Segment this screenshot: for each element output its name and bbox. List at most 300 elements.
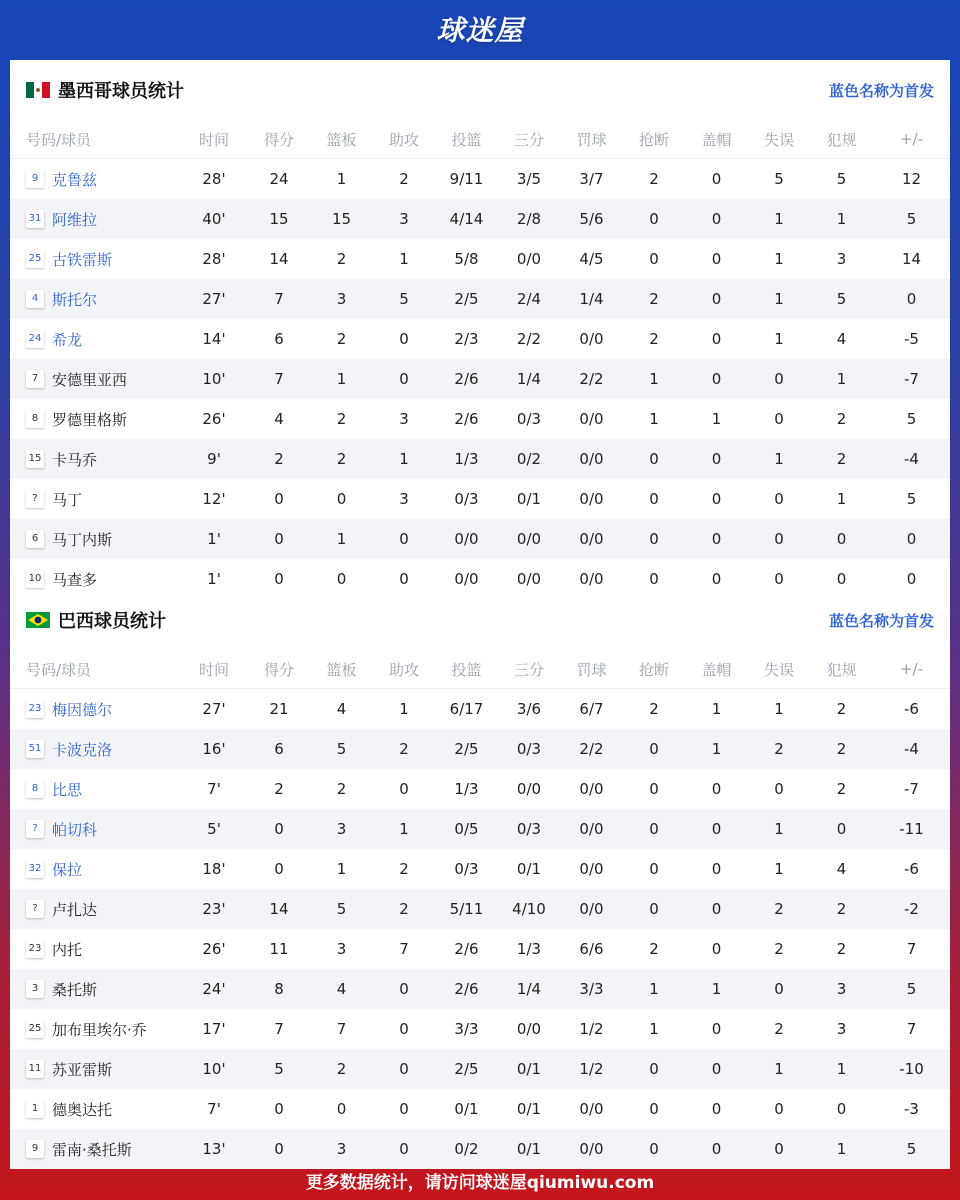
stat-cell: 3: [399, 490, 409, 508]
stat-cell: 15: [248, 199, 310, 239]
stats-card: [10, 60, 950, 1160]
stat-cell: 0: [373, 1129, 435, 1169]
stat-cell: 2: [836, 780, 847, 798]
player-cell: [10, 279, 180, 319]
stat-cell: 0/2: [435, 1129, 498, 1169]
jersey-number-badge: 23: [26, 940, 44, 958]
table-header-row: [10, 650, 950, 689]
stat-cell: 5: [873, 969, 950, 1009]
stat-cell: 14: [248, 889, 310, 929]
stat-cell: 0: [623, 729, 685, 769]
stat-cell: 0: [810, 809, 873, 849]
stat-cell: 0: [748, 1129, 810, 1169]
stat-cell: 17': [202, 1020, 226, 1038]
team-section-mexico: [10, 60, 950, 599]
player-name-link[interactable]: 阿维拉: [52, 210, 98, 229]
stat-cell: 0/0: [579, 570, 604, 588]
player-cell: [10, 769, 180, 809]
stat-cell: -7: [904, 780, 919, 798]
stat-cell: 16': [180, 729, 248, 769]
column-header: 时间: [180, 650, 248, 689]
stat-cell: 0: [685, 519, 748, 559]
stat-cell: 0: [873, 519, 950, 559]
stat-cell: 1': [180, 519, 248, 559]
player-cell: [10, 519, 180, 559]
stat-cell: 0: [711, 1100, 722, 1118]
jersey-number-badge: 25: [26, 250, 44, 268]
section-header: [10, 60, 950, 120]
player-name-link[interactable]: 德奥达托: [52, 1100, 113, 1119]
column-header: 助攻: [373, 120, 435, 159]
section-title: [26, 77, 184, 103]
player-cell: [10, 239, 180, 279]
stat-cell: 0/0: [516, 250, 542, 268]
player-name-link[interactable]: 马丁: [52, 490, 83, 509]
stat-cell: 0: [836, 570, 847, 588]
stat-cell: 7': [207, 780, 221, 798]
stat-cell: 2/2: [560, 729, 623, 769]
stat-cell: 2: [810, 889, 873, 929]
stat-cell: 2/6: [435, 969, 498, 1009]
stat-cell: 2/2: [516, 330, 542, 348]
stat-cell: 3: [836, 1020, 847, 1038]
player-cell: [10, 319, 180, 359]
player-name-link[interactable]: 梅因德尔: [52, 700, 113, 719]
player-cell: [10, 809, 180, 849]
stat-cell: 0: [649, 570, 659, 588]
stat-cell: 0: [649, 490, 659, 508]
stat-cell: 1: [685, 969, 748, 1009]
jersey-number-badge: ?: [26, 820, 44, 838]
stat-cell: 5: [906, 410, 917, 428]
stat-cell: 0: [685, 1129, 748, 1169]
stat-cell: 6: [248, 729, 310, 769]
stat-cell: 5: [310, 889, 373, 929]
table-row: [10, 689, 950, 730]
stat-cell: 1: [336, 170, 347, 188]
stat-cell: 0: [336, 570, 347, 588]
stat-cell: 3/3: [560, 969, 623, 1009]
stat-cell: 2: [748, 889, 810, 929]
table-row: [10, 479, 950, 519]
stat-cell: -11: [873, 809, 950, 849]
table-row: [10, 769, 950, 809]
player-name-link[interactable]: 安德里亚西: [52, 370, 128, 389]
jersey-number-badge: 32: [26, 860, 44, 878]
stat-cell: 1/4: [498, 969, 560, 1009]
stat-cell: 4: [310, 969, 373, 1009]
stat-cell: 0: [774, 570, 784, 588]
stat-cell: 0: [774, 490, 784, 508]
stat-cell: 1: [774, 700, 784, 718]
stat-cell: 14: [269, 250, 289, 268]
stat-cell: 1: [711, 410, 722, 428]
stat-cell: 28': [202, 170, 226, 188]
table-row: [10, 359, 950, 399]
jersey-number-badge: 1: [26, 1100, 44, 1118]
stat-cell: 0: [810, 519, 873, 559]
jersey-number-badge: 7: [26, 370, 44, 388]
stat-cell: 0: [685, 809, 748, 849]
column-header: 得分: [248, 650, 310, 689]
stat-cell: -4: [873, 439, 950, 479]
column-header: +/-: [873, 650, 950, 689]
player-cell: [10, 199, 180, 239]
stat-cell: 2: [248, 439, 310, 479]
stat-cell: 0/0: [516, 570, 542, 588]
stat-cell: 0: [711, 780, 722, 798]
stat-cell: 6/6: [579, 940, 604, 958]
stat-cell: 2/5: [435, 279, 498, 319]
jersey-number-badge: 24: [26, 330, 44, 348]
stat-cell: 4/5: [579, 250, 604, 268]
stat-cell: 0: [336, 490, 347, 508]
stat-cell: 14: [901, 250, 922, 268]
stat-cell: 0: [274, 570, 284, 588]
stat-cell: 18': [202, 860, 226, 878]
stat-cell: 0/1: [498, 1049, 560, 1089]
stat-cell: 3: [399, 410, 409, 428]
player-cell: [10, 399, 180, 439]
stat-cell: 0: [623, 889, 685, 929]
table-row: [10, 969, 950, 1009]
stat-cell: 1/2: [560, 1049, 623, 1089]
stat-cell: 1: [711, 700, 722, 718]
stat-cell: 0/3: [454, 860, 479, 878]
stat-cell: 2: [336, 410, 347, 428]
column-header: 三分: [498, 120, 560, 159]
stat-cell: 0/1: [498, 1129, 560, 1169]
table-row: [10, 929, 950, 969]
stat-cell: 0: [248, 519, 310, 559]
stat-cell: 9': [180, 439, 248, 479]
stat-cell: 27': [202, 700, 226, 718]
column-header: 抢断: [623, 650, 685, 689]
stat-cell: 14': [202, 330, 226, 348]
jersey-number-badge: 51: [26, 740, 44, 758]
stat-cell: 1: [685, 729, 748, 769]
stat-cell: 2/8: [498, 199, 560, 239]
player-name-link[interactable]: 内托: [52, 940, 83, 959]
stat-cell: 0: [649, 860, 659, 878]
stat-cell: 2: [649, 170, 659, 188]
stat-cell: 3/3: [454, 1020, 479, 1038]
stat-cell: 2: [336, 250, 347, 268]
jersey-number-badge: ?: [26, 490, 44, 508]
stat-cell: 0/3: [498, 809, 560, 849]
stat-cell: 3: [810, 969, 873, 1009]
stat-cell: 2/6: [454, 410, 479, 428]
stat-cell: -6: [904, 700, 919, 718]
stat-cell: 2: [274, 780, 284, 798]
stat-cell: 2: [623, 279, 685, 319]
table-row: [10, 1049, 950, 1089]
section-header: [10, 590, 950, 650]
stat-cell: 0: [836, 1100, 847, 1118]
stat-cell: 4: [836, 860, 847, 878]
player-name-link[interactable]: 苏亚雷斯: [52, 1060, 113, 1079]
table-row: [10, 849, 950, 889]
stat-cell: 0/5: [435, 809, 498, 849]
stat-cell: 0: [274, 490, 284, 508]
stat-cell: 5/6: [560, 199, 623, 239]
player-name-link[interactable]: 保拉: [52, 860, 83, 879]
stat-cell: 0: [748, 359, 810, 399]
player-name-link[interactable]: 古铁雷斯: [52, 250, 113, 269]
stat-cell: 5: [836, 170, 847, 188]
stat-cell: 5': [180, 809, 248, 849]
column-header: 篮板: [310, 650, 373, 689]
column-header: 犯规: [810, 120, 873, 159]
player-cell: [10, 969, 180, 1009]
stat-cell: 0: [649, 1100, 659, 1118]
stat-cell: 1: [399, 250, 409, 268]
stat-cell: 0: [711, 860, 722, 878]
column-header: 助攻: [373, 650, 435, 689]
jersey-number-badge: 9: [26, 1140, 44, 1158]
jersey-number-badge: 9: [26, 170, 44, 188]
player-name-link[interactable]: 斯托尔: [52, 290, 98, 309]
jersey-number-badge: 31: [26, 210, 44, 228]
stat-cell: 0/1: [454, 1100, 479, 1118]
column-header: 得分: [248, 120, 310, 159]
stat-cell: 0/0: [560, 889, 623, 929]
stat-cell: 0/0: [516, 780, 542, 798]
column-header: 三分: [498, 650, 560, 689]
table-row: [10, 1009, 950, 1049]
jersey-number-badge: 15: [26, 450, 44, 468]
stat-cell: 0: [248, 809, 310, 849]
stat-cell: 24: [269, 170, 289, 188]
stat-cell: 7': [207, 1100, 221, 1118]
table-row: [10, 399, 950, 439]
stat-cell: 2: [399, 170, 409, 188]
stat-cell: 0: [685, 359, 748, 399]
stat-cell: 26': [202, 410, 226, 428]
stat-cell: 5/11: [435, 889, 498, 929]
stat-cell: 1: [336, 860, 347, 878]
player-name-link[interactable]: 卡波克洛: [52, 740, 113, 759]
player-name-link[interactable]: 帕切科: [52, 820, 98, 839]
jersey-number-badge: 23: [26, 700, 44, 718]
player-name-link[interactable]: 马查多: [52, 570, 98, 589]
player-cell: [10, 1009, 180, 1049]
column-header: 犯规: [810, 650, 873, 689]
stat-cell: 1: [774, 250, 784, 268]
stat-cell: 1': [207, 570, 221, 588]
stat-cell: 2: [373, 729, 435, 769]
stat-cell: 4: [336, 700, 347, 718]
stat-cell: 2: [810, 439, 873, 479]
player-cell: [10, 849, 180, 889]
stat-cell: 0/1: [516, 490, 542, 508]
stat-cell: 7: [274, 1020, 284, 1038]
player-name-link[interactable]: 雷南·桑托斯: [52, 1140, 132, 1159]
stat-cell: 0: [685, 889, 748, 929]
stat-cell: 3/7: [579, 170, 604, 188]
stat-cell: 0: [623, 519, 685, 559]
stat-cell: 2/3: [454, 330, 479, 348]
stat-cell: 24': [180, 969, 248, 1009]
stat-cell: 0: [711, 490, 722, 508]
table-row: [10, 199, 950, 239]
jersey-number-badge: 25: [26, 1020, 44, 1038]
stat-cell: 15: [310, 199, 373, 239]
stat-cell: 3: [310, 1129, 373, 1169]
stat-cell: 0/0: [560, 1129, 623, 1169]
stat-cell: 0/0: [579, 410, 604, 428]
stat-cell: 1: [748, 199, 810, 239]
stat-cell: 2: [774, 1020, 784, 1038]
column-header: 盖帽: [685, 650, 748, 689]
stat-cell: 2/5: [435, 1049, 498, 1089]
stat-cell: 8: [248, 969, 310, 1009]
stat-cell: 7: [399, 940, 409, 958]
jersey-number-badge: 4: [26, 290, 44, 308]
stat-cell: 1: [748, 1049, 810, 1089]
player-cell: [10, 729, 180, 769]
brand-logo: 球迷屋: [436, 14, 524, 47]
stat-cell: 1: [623, 359, 685, 399]
stat-cell: 5/8: [454, 250, 479, 268]
stat-cell: 1: [748, 439, 810, 479]
column-header: 罚球: [560, 650, 623, 689]
player-name-link[interactable]: 希龙: [52, 330, 83, 349]
stat-cell: 0/0: [579, 780, 604, 798]
stat-cell: 2/2: [560, 359, 623, 399]
stat-cell: 13': [180, 1129, 248, 1169]
footer-banner[interactable]: 更多数据统计，请访问球迷屋qiumiwu.com: [305, 1172, 655, 1193]
jersey-number-badge: 8: [26, 410, 44, 428]
stat-cell: 2: [649, 940, 659, 958]
stat-cell: 1: [810, 359, 873, 399]
starter-legend-note: 蓝色名称为首发: [828, 81, 934, 100]
stat-cell: 0: [399, 780, 409, 798]
stat-cell: 0/0: [560, 439, 623, 479]
player-name-link[interactable]: 比思: [52, 780, 83, 799]
stat-cell: 23': [180, 889, 248, 929]
stat-cell: 0: [399, 570, 409, 588]
stat-cell: 2: [649, 700, 659, 718]
stat-cell: 7: [906, 940, 917, 958]
table-header-row: [10, 120, 950, 159]
stat-cell: 0: [399, 1020, 409, 1038]
column-header: 罚球: [560, 120, 623, 159]
stat-cell: 0/0: [454, 570, 479, 588]
stat-cell: 0: [649, 250, 659, 268]
stat-cell: 7: [336, 1020, 347, 1038]
jersey-number-badge: 3: [26, 980, 44, 998]
stat-cell: 0: [685, 439, 748, 479]
stat-cell: 1: [810, 199, 873, 239]
stat-cell: 1: [748, 279, 810, 319]
player-cell: [10, 439, 180, 479]
stat-cell: 0/0: [498, 519, 560, 559]
stat-cell: 2/5: [435, 729, 498, 769]
stat-cell: 26': [202, 940, 226, 958]
player-name-link[interactable]: 卢扎达: [52, 900, 98, 919]
stat-cell: -10: [873, 1049, 950, 1089]
stat-cell: 1: [623, 969, 685, 1009]
stat-cell: -4: [873, 729, 950, 769]
stat-cell: 0: [711, 250, 722, 268]
stat-cell: 1: [373, 439, 435, 479]
stat-cell: 0: [623, 809, 685, 849]
stat-cell: 2: [748, 729, 810, 769]
stat-cell: 0/2: [498, 439, 560, 479]
section-title: [26, 607, 166, 633]
table-row: [10, 729, 950, 769]
stat-cell: 0/0: [560, 809, 623, 849]
player-name-link[interactable]: 桑托斯: [52, 980, 98, 999]
stat-cell: 10': [180, 1049, 248, 1089]
stat-cell: 5: [906, 490, 917, 508]
starter-legend-note: 蓝色名称为首发: [828, 611, 934, 630]
stat-cell: 0: [774, 1100, 784, 1118]
player-name-link[interactable]: 加布里埃尔·乔: [52, 1020, 147, 1039]
jersey-number-badge: 11: [26, 1060, 44, 1078]
stat-cell: 1: [810, 1129, 873, 1169]
stat-cell: 1: [774, 330, 784, 348]
stat-cell: 2: [836, 410, 847, 428]
stat-cell: 0: [774, 780, 784, 798]
stat-cell: 0: [248, 1129, 310, 1169]
player-name-link[interactable]: 卡马乔: [52, 450, 98, 469]
stat-cell: -6: [904, 860, 919, 878]
stat-cell: 4: [836, 330, 847, 348]
stat-cell: 1: [649, 410, 659, 428]
stat-cell: 2: [399, 860, 409, 878]
column-header: 抢断: [623, 120, 685, 159]
column-header: 投篮: [435, 650, 498, 689]
stat-cell: -5: [904, 330, 919, 348]
stat-cell: 0: [774, 410, 784, 428]
stat-cell: 0/0: [560, 519, 623, 559]
stat-cell: 2/6: [454, 940, 479, 958]
stat-cell: 1/3: [516, 940, 542, 958]
stat-cell: 0/0: [579, 330, 604, 348]
stat-cell: 3: [373, 199, 435, 239]
table-row: [10, 889, 950, 929]
stat-cell: 0/0: [579, 860, 604, 878]
stat-cell: 5: [873, 1129, 950, 1169]
stat-cell: 2: [310, 439, 373, 479]
stat-cell: 0: [711, 570, 722, 588]
stat-cell: 0/3: [516, 410, 542, 428]
stat-cell: 2: [649, 330, 659, 348]
stat-cell: 2/4: [498, 279, 560, 319]
player-cell: [10, 359, 180, 399]
stat-cell: 0: [373, 1049, 435, 1089]
stat-cell: 0: [748, 519, 810, 559]
stat-cell: 2: [336, 780, 347, 798]
section-title-text: 墨西哥球员统计: [58, 81, 184, 102]
stat-cell: 1: [373, 809, 435, 849]
player-name-link[interactable]: 克鲁兹: [52, 170, 98, 189]
stat-cell: 0: [711, 940, 722, 958]
stat-cell: 2: [810, 729, 873, 769]
jersey-number-badge: 6: [26, 530, 44, 548]
stat-cell: 1: [748, 809, 810, 849]
stat-cell: 1: [810, 1049, 873, 1089]
stat-cell: 0/0: [516, 1020, 542, 1038]
player-name-link[interactable]: 罗德里格斯: [52, 410, 128, 429]
stat-cell: 1: [649, 1020, 659, 1038]
stat-cell: 2/6: [435, 359, 498, 399]
player-name-link[interactable]: 马丁内斯: [52, 530, 113, 549]
stat-cell: 0: [748, 969, 810, 1009]
jersey-number-badge: 10: [26, 570, 44, 588]
